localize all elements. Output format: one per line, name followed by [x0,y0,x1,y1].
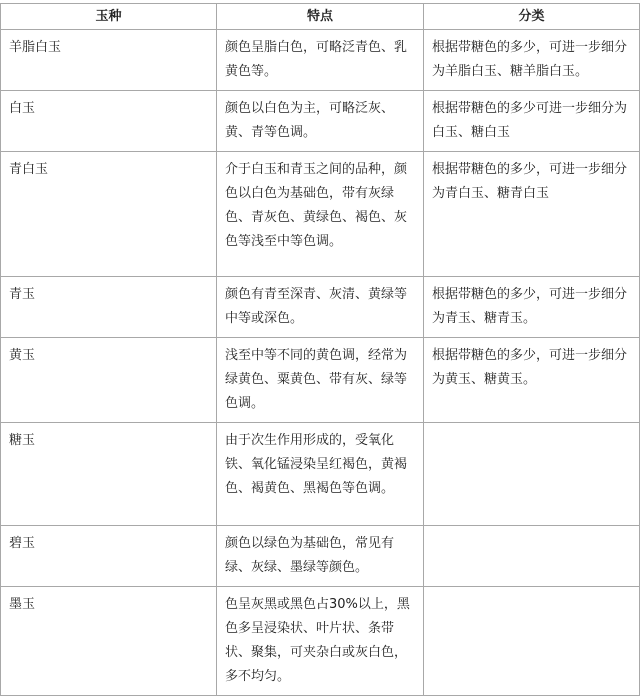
jade-name-cell: 白玉 [1,91,217,152]
classification-cell: 根据带糖色的多少可进一步细分为白玉、糖白玉 [424,91,640,152]
jade-name-cell: 羊脂白玉 [1,30,217,91]
features-cell: 颜色以白色为主，可略泛灰、黄、青等色调。 [217,91,424,152]
jade-name-cell: 青白玉 [1,152,217,277]
classification-cell: 根据带糖色的多少，可进一步细分为青玉、糖青玉。 [424,277,640,338]
classification-cell [424,587,640,696]
header-classification: 分类 [424,4,640,30]
classification-cell: 根据带糖色的多少，可进一步细分为青白玉、糖青白玉 [424,152,640,277]
jade-name-cell: 墨玉 [1,587,217,696]
table-row [1,338,640,423]
features-cell: 颜色以绿色为基础色，常见有绿、灰绿、墨绿等颜色。 [217,526,424,587]
features-cell: 由于次生作用形成的，受氧化铁、氧化锰浸染呈红褐色，黄褐色、褐黄色、黑褐色等色调。 [217,423,424,526]
header-jade-type: 玉种 [1,4,217,30]
classification-cell [424,526,640,587]
table-row [1,30,640,91]
features-cell: 颜色呈脂白色，可略泛青色、乳黄色等。 [217,30,424,91]
jade-classification-table [0,3,640,696]
header-features: 特点 [217,4,424,30]
table-row [1,526,640,587]
table-row [1,277,640,338]
features-cell: 浅至中等不同的黄色调，经常为绿黄色、粟黄色、带有灰、绿等色调。 [217,338,424,423]
table-row [1,587,640,696]
classification-cell: 根据带糖色的多少，可进一步细分为羊脂白玉、糖羊脂白玉。 [424,30,640,91]
jade-name-cell: 黄玉 [1,338,217,423]
classification-cell [424,423,640,526]
jade-name-cell: 糖玉 [1,423,217,526]
features-cell: 色呈灰黑或黑色占30%以上，黑色多呈浸染状、叶片状、条带状、聚集，可夹杂白或灰白色，多不均匀。 [217,587,424,696]
table-row [1,91,640,152]
features-cell: 介于白玉和青玉之间的品种，颜色以白色为基础色，带有灰绿色、青灰色、黄绿色、褐色、灰色等浅至中等色调。 [217,152,424,277]
table-row [1,423,640,526]
table-row [1,152,640,277]
classification-cell: 根据带糖色的多少，可进一步细分为黄玉、糖黄玉。 [424,338,640,423]
table-header-row [1,4,640,30]
features-cell: 颜色有青至深青、灰清、黄绿等中等或深色。 [217,277,424,338]
jade-name-cell: 碧玉 [1,526,217,587]
jade-name-cell: 青玉 [1,277,217,338]
